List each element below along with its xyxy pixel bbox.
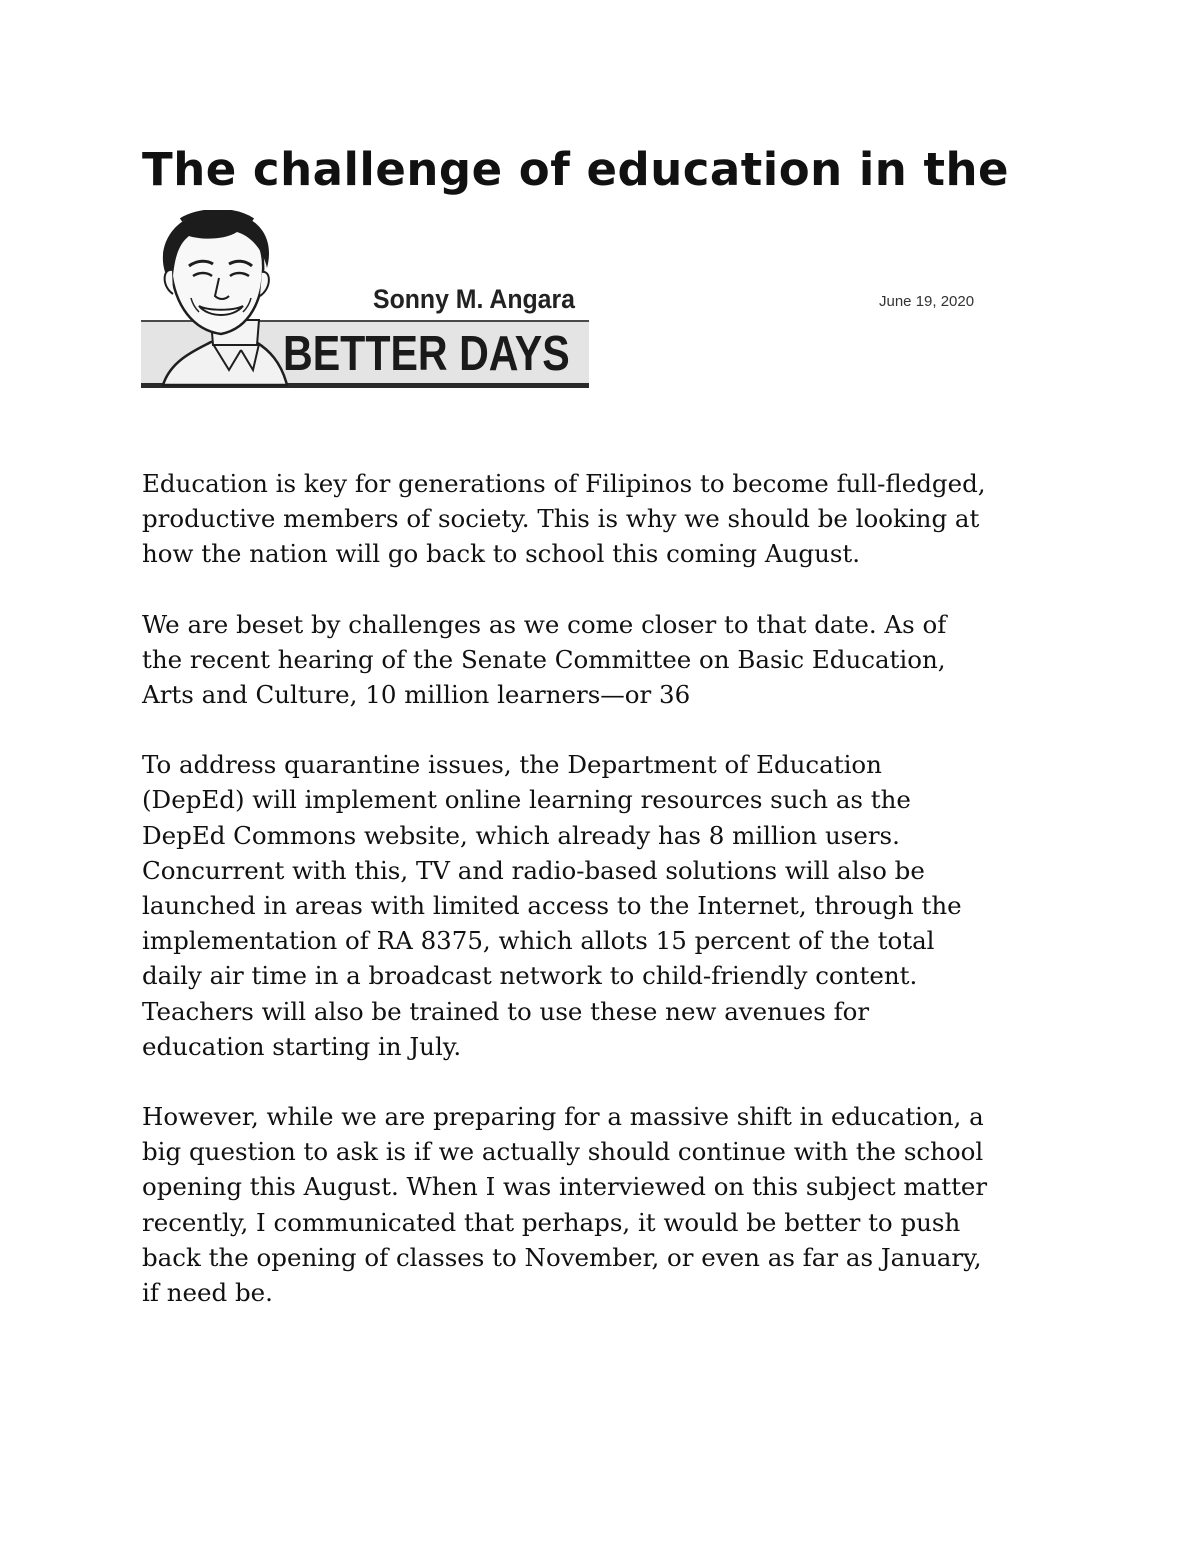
article-title: The challenge of education in the — [142, 143, 1010, 196]
paragraph — [142, 466, 1082, 572]
text-line: launched in areas with limited access to the Internet, through the — [142, 891, 962, 921]
text-line: implementation of RA 8375, which allots 15 percent of the total — [142, 926, 935, 956]
text-line: if need be. — [142, 1278, 273, 1308]
text-line: education starting in July. — [142, 1031, 462, 1061]
text-line: big question to ask is if we actually should continue with the school — [142, 1137, 984, 1167]
text-line: We are beset by challenges as we come closer to that date. As of — [142, 609, 947, 639]
text-line: the recent hearing of the Senate Committee on Basic Education, — [142, 644, 946, 674]
author-name: Sonny M. Angara — [373, 284, 575, 314]
paragraph — [142, 607, 1082, 713]
article-body — [142, 466, 1082, 1345]
text-line: Concurrent with this, TV and radio-based solutions will also be — [142, 855, 925, 885]
text-line: opening this August. When I was interviewed on this subject matter — [142, 1172, 988, 1202]
text-line: Arts and Culture, 10 million learners—or 36 — [142, 680, 691, 710]
text-line: daily air time in a broadcast network to child-friendly content. — [142, 961, 918, 991]
text-line: Education is key for generations of Filipinos to become full-fledged, — [142, 469, 986, 498]
text-line: (DepEd) will implement online learning resources such as the — [142, 785, 911, 815]
text-line: how the nation will go back to school this coming August. — [142, 539, 861, 569]
publish-date: June 19, 2020 — [879, 293, 975, 310]
paragraph — [142, 747, 1082, 1064]
text-line: To address quarantine issues, the Department of Education — [142, 750, 882, 780]
column-banner — [141, 210, 589, 390]
paragraph — [142, 1099, 1082, 1310]
text-line: However, while we are preparing for a massive shift in education, a — [142, 1102, 984, 1132]
text-line: productive members of society. This is why we should be looking at — [142, 504, 980, 534]
text-line: recently, I communicated that perhaps, it would be better to push — [142, 1207, 961, 1237]
text-line: back the opening of classes to November, or even as far as January, — [142, 1242, 982, 1272]
column-name: BETTER DAYS — [283, 327, 570, 381]
text-line: DepEd Commons website, which already has 8 million users. — [142, 820, 900, 850]
text-line: Teachers will also be trained to use these new avenues for — [142, 996, 870, 1026]
